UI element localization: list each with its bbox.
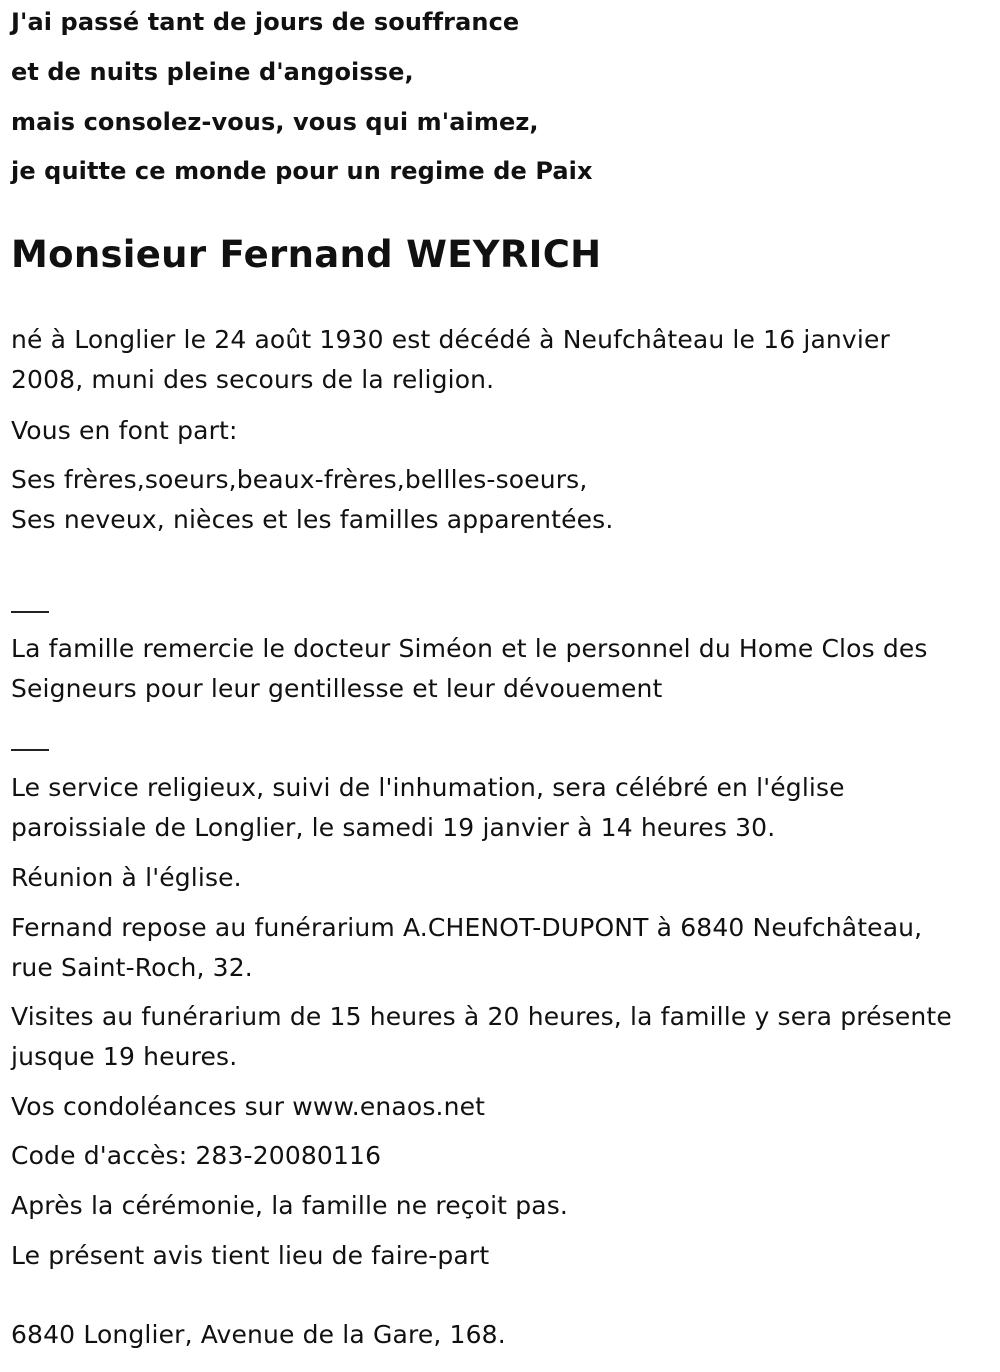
family-line-1: Ses frères,soeurs,beaux-frères,bellles-soeurs, (11, 465, 588, 494)
separator (11, 611, 49, 613)
poem-line-3: mais consolez-vous, vous qui m'aimez, (11, 108, 539, 136)
funeral-home-line-2: rue Saint-Roch, 32. (11, 953, 253, 982)
birth-death-line-1: né à Longlier le 24 août 1930 est décédé à Neufchâteau le 16 janvier (11, 325, 890, 354)
service-line-2: paroissiale de Longlier, le samedi 19 janvier à 14 heures 30. (11, 813, 776, 842)
visits-line-2: jusque 19 heures. (11, 1042, 238, 1071)
poem-line-4: je quitte ce monde pour un regime de Paix (11, 157, 593, 185)
family-line-2: Ses neveux, nièces et les familles apparentées. (11, 505, 614, 534)
separator (11, 749, 49, 751)
address-text: 6840 Longlier, Avenue de la Gare, 168. (11, 1320, 506, 1349)
poem-line-1: J'ai passé tant de jours de souffrance (11, 8, 520, 36)
thanks-line-1: La famille remercie le docteur Siméon et le personnel du Home Clos des (11, 634, 928, 663)
announce-intro: Vous en font part: (11, 416, 238, 445)
birth-death-line-2: 2008, muni des secours de la religion. (11, 365, 495, 394)
meeting-text: Réunion à l'église. (11, 863, 242, 892)
access-code-text: Code d'accès: 283-20080116 (11, 1141, 382, 1170)
deceased-name-title: Monsieur Fernand WEYRICH (11, 233, 602, 276)
thanks-line-2: Seigneurs pour leur gentillesse et leur dévouement (11, 674, 663, 703)
service-line-1: Le service religieux, suivi de l'inhumation, sera célébré en l'église (11, 773, 845, 802)
notice-text: Le présent avis tient lieu de faire-part (11, 1241, 490, 1270)
after-ceremony-text: Après la cérémonie, la famille ne reçoit pas. (11, 1191, 568, 1220)
visits-line-1: Visites au funérarium de 15 heures à 20 heures, la famille y sera présente (11, 1002, 952, 1031)
funeral-home-line-1: Fernand repose au funérarium A.CHENOT-DUPONT à 6840 Neufchâteau, (11, 913, 923, 942)
condolences-text: Vos condoléances sur www.enaos.net (11, 1092, 486, 1121)
poem-line-2: et de nuits pleine d'angoisse, (11, 58, 414, 86)
